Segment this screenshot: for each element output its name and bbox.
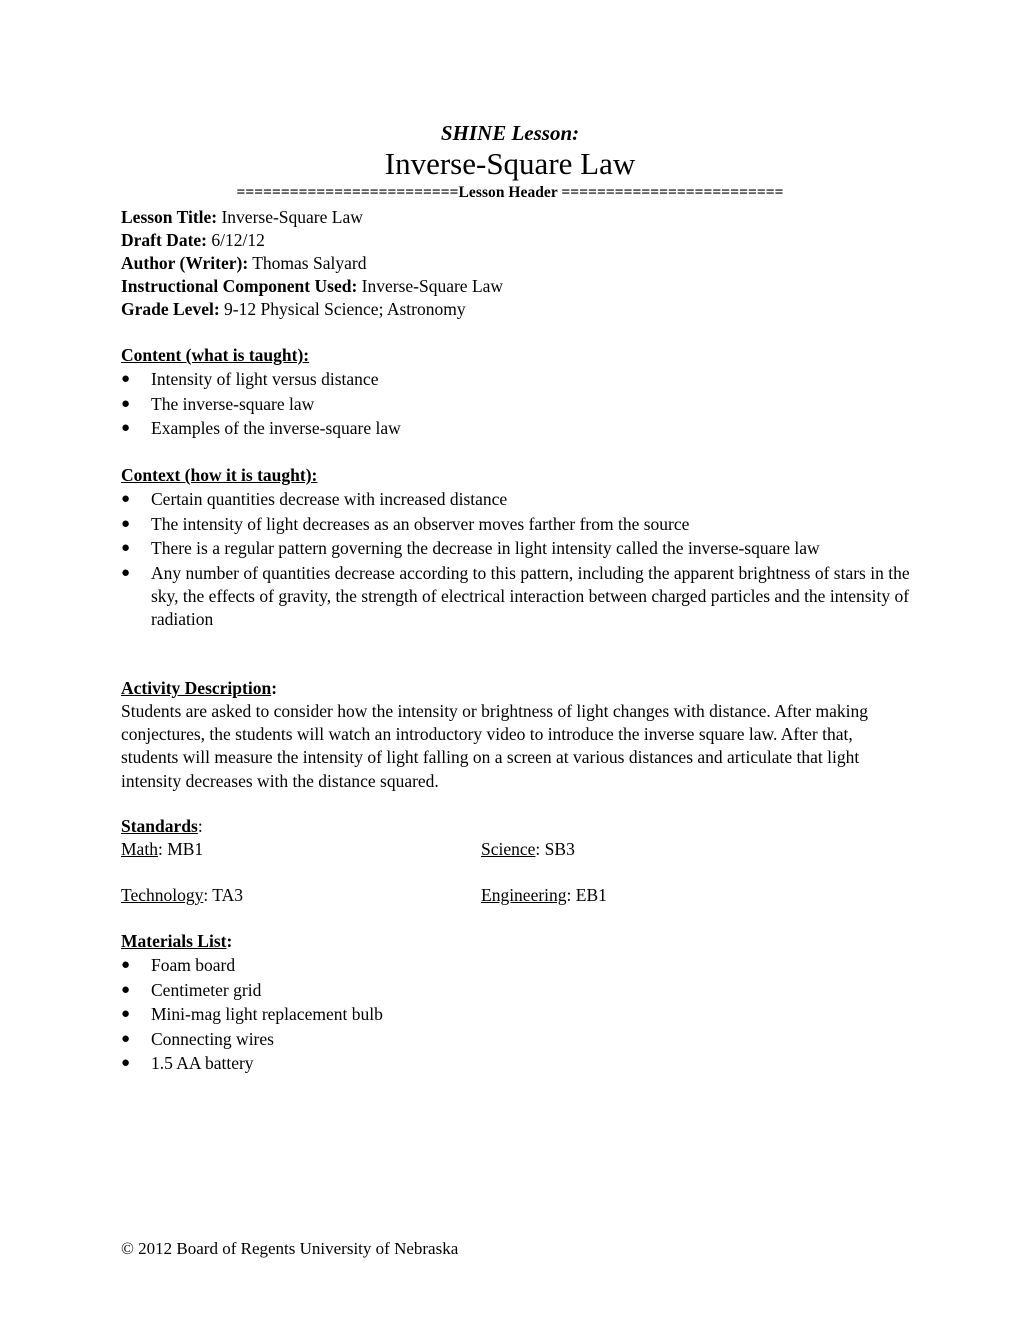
list-item: ● There is a regular pattern governing the decrease in light intensity called the inverse-square law (121, 538, 820, 558)
meta-draft-date (121, 229, 265, 252)
list-item: ● Connecting wires (121, 1028, 274, 1049)
list-item: ● Any number of quantities decrease according to this pattern, including the apparent brightness of stars in the sky, the effects of gravity, the strength of electrical interaction between charged particles and the intensity of radiation (121, 562, 910, 629)
bullet-icon: ● (121, 564, 131, 581)
content-list (121, 368, 913, 440)
meta-value: 6/12/12 (207, 230, 265, 250)
list-item: ● 1.5 AA battery (121, 1053, 254, 1073)
list-item: ● Intensity of light versus distance (121, 369, 379, 389)
standard-math: Math: MB1 (121, 839, 204, 859)
list-item: ● Mini-mag light replacement bulb (121, 1004, 383, 1024)
activity-description: Students are asked to consider how the intensity or brightness of light changes with distance. After making conjectures, the students will watch an introductory video to introduce the inverse square law. After that, students will measure the intensity of light falling on a screen at various distances and articulate that light intensity decreases with the distance squared. (121, 701, 868, 791)
meta-label: Draft Date: (121, 230, 207, 250)
meta-value: Inverse-Square Law (217, 207, 363, 227)
meta-value: 9-12 Physical Science; Astronomy (219, 299, 466, 319)
bullet-icon: ● (121, 395, 131, 412)
content-heading: Content (what is taught): (121, 345, 310, 365)
list-item: ● The intensity of light decreases as an observer moves farther from the source (121, 513, 690, 534)
meta-label: Instructional Component Used: (121, 276, 358, 296)
lesson-header-divider: =========================Lesson Header ========================= (236, 184, 784, 201)
bullet-icon: ● (121, 420, 131, 436)
meta-value: Inverse-Square Law (357, 276, 504, 296)
meta-lesson-title (121, 206, 363, 229)
context-heading: Context (how it is taught): (121, 465, 318, 485)
standard-science: Science: SB3 (481, 839, 575, 859)
list-item: ● Foam board (121, 955, 236, 975)
bullet-icon: ● (121, 1006, 131, 1022)
context-list (121, 488, 913, 631)
materials-heading: Materials List: (121, 931, 233, 951)
page-title: Inverse-Square Law (384, 146, 636, 181)
standard-technology: Technology: TA3 (121, 885, 243, 905)
meta-value: Thomas Salyard (248, 253, 367, 273)
bullet-icon: ● (121, 371, 131, 387)
bullet-icon: ● (121, 981, 131, 998)
list-item: ● Centimeter grid (121, 979, 262, 1000)
bullet-icon: ● (121, 515, 131, 532)
pre-title: SHINE Lesson: (440, 121, 580, 145)
list-item: ● Certain quantities decrease with increased distance (121, 489, 508, 509)
bullet-icon: ● (121, 491, 131, 507)
meta-label: Lesson Title: (121, 207, 218, 227)
standard-engineering: Engineering: EB1 (481, 885, 607, 905)
bullet-icon: ● (121, 1055, 131, 1071)
list-item: ● The inverse-square law (121, 393, 315, 414)
standards-heading: Standards: (121, 816, 203, 836)
copyright-footer: © 2012 Board of Regents University of Nebraska (121, 1239, 459, 1258)
list-item: ● Examples of the inverse-square law (121, 418, 401, 438)
materials-list (121, 954, 913, 1075)
meta-instructional-component (121, 275, 503, 298)
meta-grade-level (121, 298, 466, 321)
activity-heading: Activity Description: (121, 678, 278, 698)
bullet-icon: ● (121, 1030, 131, 1047)
bullet-icon: ● (121, 540, 131, 556)
bullet-icon: ● (121, 957, 131, 973)
meta-author (121, 252, 366, 275)
meta-label: Grade Level: (121, 299, 220, 319)
meta-label: Author (Writer): (121, 253, 249, 273)
